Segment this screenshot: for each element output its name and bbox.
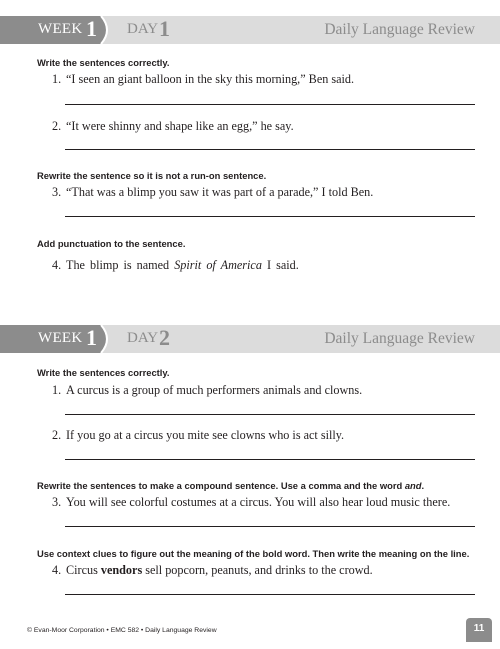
day2-header-banner — [0, 325, 500, 353]
question-text-post: I said. — [261, 258, 299, 272]
answer-line-3[interactable] — [65, 216, 475, 217]
question-2 — [52, 428, 344, 443]
day-number: 1 — [159, 16, 170, 41]
day-label: DAY — [127, 330, 159, 346]
instruction-write-correctly: Write the sentences correctly. — [37, 367, 170, 378]
instruction-context-clues: Use context clues to figure out the meaning of the bold word. Then write the meaning on the line. — [37, 548, 470, 559]
question-number: 1. — [52, 383, 62, 397]
question-2 — [52, 119, 294, 134]
day1-header-banner — [0, 16, 500, 44]
week-label: WEEK — [38, 21, 83, 37]
question-1 — [52, 383, 362, 398]
answer-line-3[interactable] — [65, 526, 475, 527]
question-text: “That was a blimp you saw it was part of a parade,” I told Ben. — [66, 185, 374, 199]
emphasized-word: and — [404, 480, 422, 491]
page-number: 11 — [466, 618, 492, 642]
instruction-end: . — [421, 480, 425, 491]
question-3 — [52, 495, 450, 510]
question-number: 3. — [52, 185, 62, 199]
instruction-compound — [37, 480, 424, 491]
question-1 — [52, 72, 354, 87]
question-text-pre: The blimp is named — [66, 258, 175, 272]
question-number: 1. — [52, 72, 62, 86]
question-text: If you go at a circus you mite see clowns who is act silly. — [66, 428, 345, 442]
question-text: “I seen an giant balloon in the sky this morning,” Ben said. — [66, 72, 355, 86]
answer-line-1[interactable] — [65, 104, 475, 105]
review-title: Daily Language Review — [324, 330, 475, 347]
instruction-run-on: Rewrite the sentence so it is not a run-on sentence. — [37, 170, 267, 181]
day-number: 2 — [159, 325, 170, 350]
question-number: 4. — [52, 563, 62, 577]
question-text-post: sell popcorn, peanuts, and drinks to the crowd. — [142, 563, 373, 577]
answer-line-1[interactable] — [65, 414, 475, 415]
answer-line-2[interactable] — [65, 459, 475, 460]
bold-word: vendors — [100, 563, 143, 577]
question-4 — [52, 563, 373, 578]
question-text: You will see colorful costumes at a circus. You will also hear loud music there. — [66, 495, 451, 509]
answer-line-4[interactable] — [65, 594, 475, 595]
footer-credit: © Evan-Moor Corporation • EMC 582 • Daily Language Review — [27, 627, 217, 634]
instruction-punctuation: Add punctuation to the sentence. — [37, 238, 186, 249]
instruction-write-correctly: Write the sentences correctly. — [37, 57, 170, 68]
question-number: 4. — [52, 258, 62, 272]
week-number: 1 — [86, 325, 97, 350]
question-text: A curcus is a group of much performers animals and clowns. — [66, 383, 363, 397]
question-3 — [52, 185, 373, 200]
question-number: 3. — [52, 495, 62, 509]
question-text: “It were shinny and shape like an egg,” he say. — [66, 119, 294, 133]
question-text-pre: Circus — [66, 563, 101, 577]
question-number: 2. — [52, 119, 62, 133]
day-label: DAY — [127, 21, 159, 37]
review-title: Daily Language Review — [324, 21, 475, 38]
question-4 — [52, 258, 299, 273]
ship-name: Spirit of America — [174, 258, 262, 272]
answer-line-2[interactable] — [65, 149, 475, 150]
week-number: 1 — [86, 16, 97, 41]
instruction-text: Rewrite the sentences to make a compound sentence. Use a comma and the word — [37, 480, 405, 491]
question-number: 2. — [52, 428, 62, 442]
week-label: WEEK — [38, 330, 83, 346]
